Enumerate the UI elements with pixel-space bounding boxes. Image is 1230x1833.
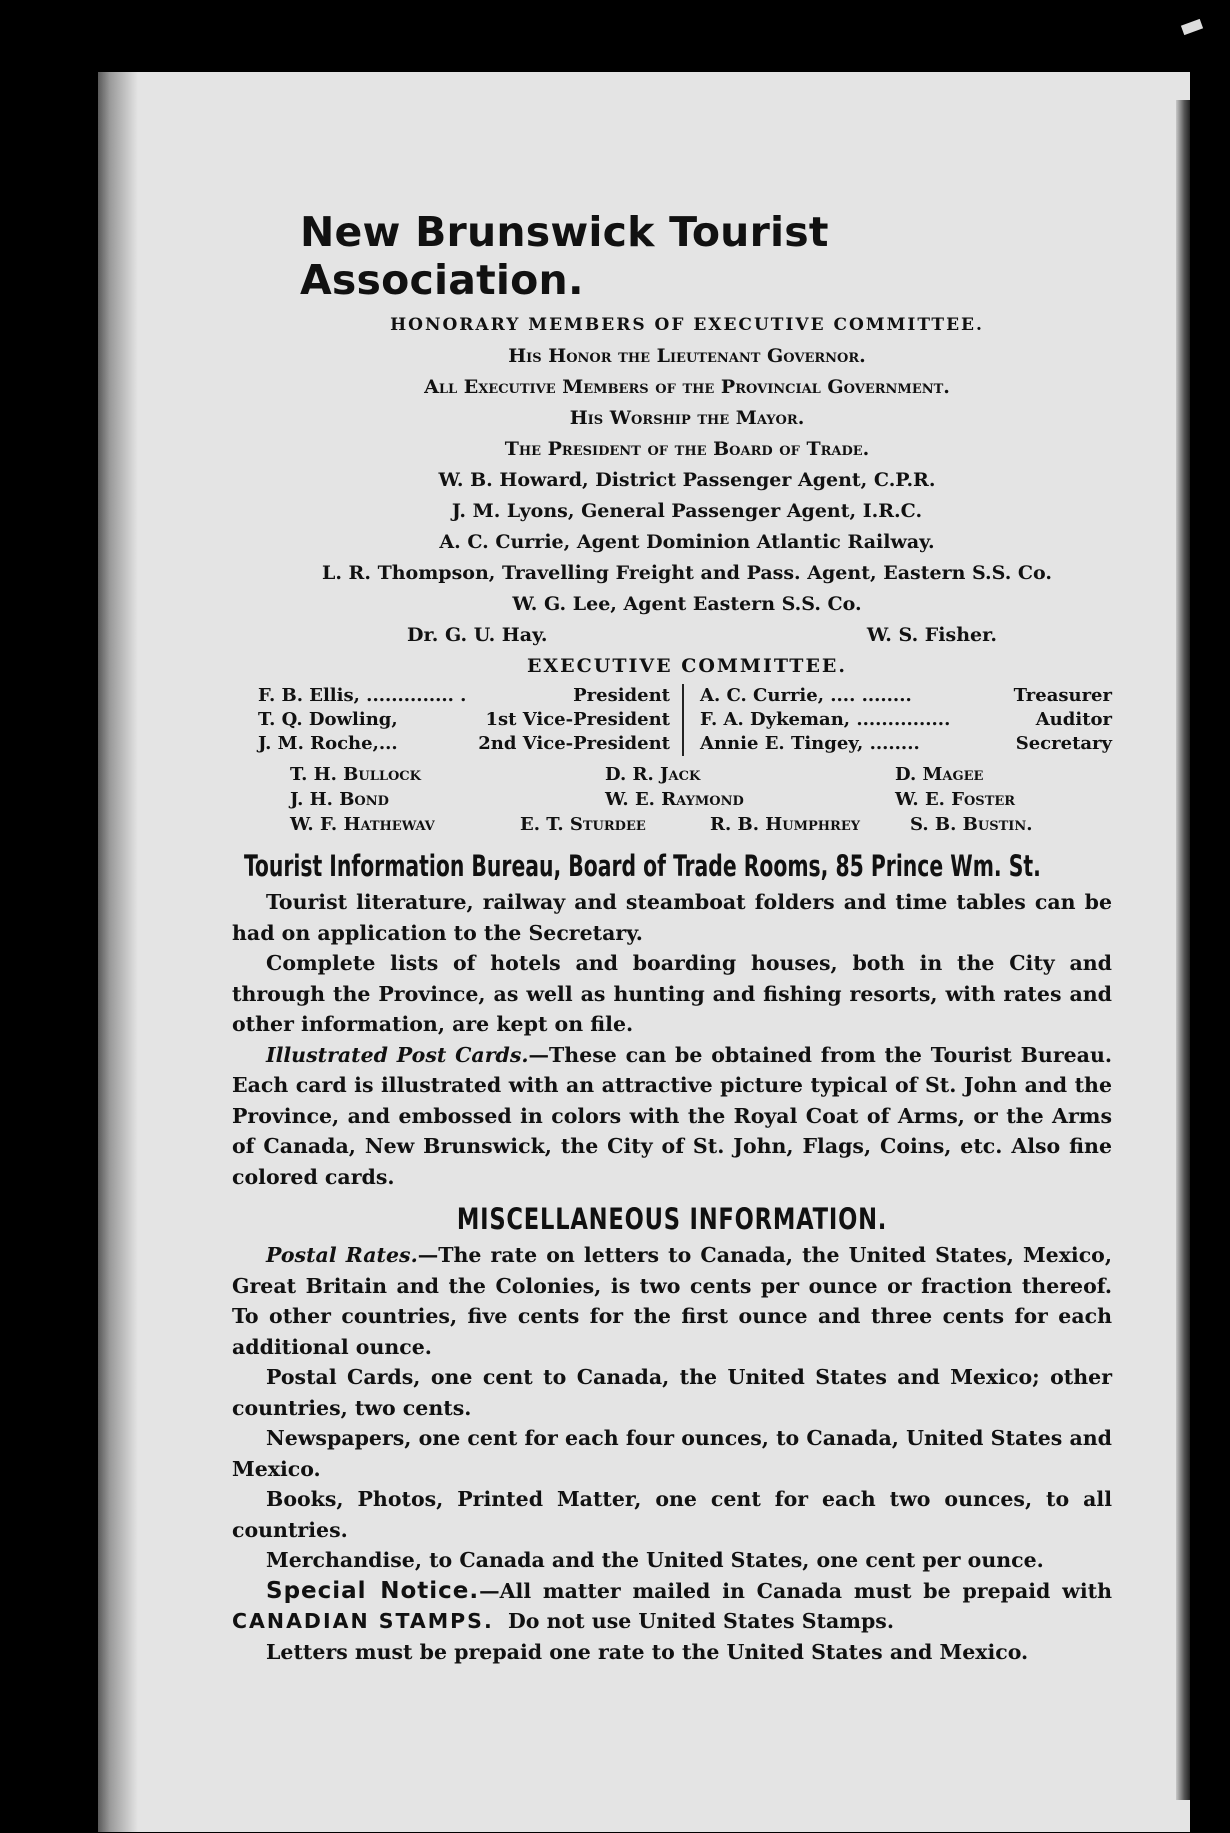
honorary-line: The President of the Board of Trade. — [504, 438, 870, 460]
member-name: W. E. Foster — [895, 789, 1016, 810]
officer-role: Treasurer — [1013, 685, 1112, 706]
honorary-pair — [262, 620, 1112, 651]
paragraph-text: Books, Photos, Printed Matter, one cent for each two ounces, to all countries. — [232, 1487, 1112, 1542]
paragraph-text: Newspapers, one cent for each four ounces, to Canada, United States and Mexico. — [232, 1426, 1112, 1481]
paragraph-text: Merchandise, to Canada and the United States, one cent per ounce. — [266, 1548, 1044, 1572]
paragraph-text: —The rate on letters to Canada, the United States, Mexico, Great Britain and the Colonies, is two cents per ounce or fraction thereof. To other countries, five cents for the first ounce and three cents for each additional ounce. — [232, 1243, 1112, 1359]
page-gutter — [98, 72, 138, 1832]
officer-role: 1st Vice-President — [485, 709, 670, 730]
honorary-pair-left: Dr. G. U. Hay. — [407, 624, 548, 646]
paragraph-text: —All matter mailed in Canada must be prepaid with — [479, 1578, 1112, 1603]
officers-left — [258, 684, 684, 756]
paragraph-lead: Illustrated Post Cards. — [266, 1042, 529, 1067]
bureau-heading: Tourist Information Bureau, Board of Trade Rooms, 85 Prince Wm. St. — [244, 849, 1041, 883]
honorary-heading: HONORARY MEMBERS OF EXECUTIVE COMMITTEE. — [390, 315, 984, 335]
honorary-pair-right: W. S. Fisher. — [866, 624, 997, 646]
officer-row — [700, 732, 1112, 756]
officer-dots: .............. . — [366, 685, 467, 706]
officer-role: President — [573, 685, 670, 706]
members-row — [262, 762, 1112, 787]
member-name: J. H. Bond — [290, 789, 389, 810]
officer-role: Secretary — [1015, 733, 1112, 754]
officer-name: F. A. Dykeman, — [700, 709, 851, 730]
misc-paragraph — [232, 1240, 1112, 1362]
officer-role: Auditor — [1035, 709, 1112, 730]
page-content — [232, 208, 1113, 1667]
corner-mark — [1181, 19, 1203, 35]
officer-row — [700, 708, 1112, 732]
honorary-line: His Worship the Mayor. — [569, 407, 805, 429]
officer-name: F. B. Ellis, — [258, 685, 360, 706]
honorary-line: A. C. Currie, Agent Dominion Atlantic Railway. — [439, 531, 935, 553]
member-name: T. H. Bullock — [290, 764, 421, 785]
misc-paragraph — [232, 1423, 1112, 1484]
members-row — [262, 812, 1112, 837]
paragraph-text: Tourist literature, railway and steamboat folders and time tables can be had on application to the Secretary. — [232, 890, 1112, 945]
officer-dots: .... ........ — [830, 685, 912, 706]
paragraph-text: Complete lists of hotels and boarding houses, both in the City and through the Province, as well as hunting and fishing resorts, with rates and other information, are kept on file. — [232, 951, 1112, 1036]
honorary-line: His Honor the Lieutenant Governor. — [508, 345, 866, 367]
member-name: S. B. Bustin. — [910, 814, 1033, 835]
member-name: W. F. Hathewav — [290, 814, 435, 835]
bureau-paragraph — [232, 948, 1112, 1040]
page-title: New Brunswick Tourist Association. — [300, 208, 829, 304]
member-name: D. Magee — [895, 764, 984, 785]
officer-row — [258, 708, 670, 732]
officer-name: J. M. Roche, — [258, 733, 379, 754]
officer-row — [700, 684, 1112, 708]
paragraph-text: Letters must be prepaid one rate to the United States and Mexico. — [266, 1639, 1029, 1664]
officer-name: Annie E. Tingey, — [700, 733, 864, 754]
honorary-line: J. M. Lyons, General Passenger Agent, I.R.C. — [451, 500, 923, 522]
honorary-line: W. B. Howard, District Passenger Agent, C.P.R. — [438, 469, 936, 491]
member-name: W. E. Raymond — [605, 789, 744, 810]
page-edge — [1176, 100, 1190, 1800]
honorary-line: All Executive Members of the Provincial Government. — [424, 376, 950, 398]
misc-heading: MISCELLANEOUS INFORMATION. — [456, 1202, 888, 1236]
member-name: E. T. Sturdee — [520, 814, 646, 835]
bureau-paragraph — [232, 887, 1112, 948]
bureau-paragraph — [232, 1040, 1112, 1193]
misc-paragraph — [232, 1637, 1112, 1668]
officers-table — [258, 684, 1112, 756]
officer-dots: ............... — [856, 709, 951, 730]
paragraph-text: Postal Cards, one cent to Canada, the United States and Mexico; other countries, two cents. — [232, 1365, 1112, 1420]
officer-name: T. Q. Dowling, — [258, 709, 398, 730]
misc-paragraph — [232, 1545, 1112, 1576]
committee-members — [262, 762, 1112, 837]
misc-paragraph — [232, 1362, 1112, 1423]
special-notice-lead: Special Notice. — [266, 1577, 480, 1604]
member-name: D. R. Jack — [605, 764, 701, 785]
officer-dots: ... — [378, 733, 398, 754]
officer-name: A. C. Currie, — [700, 685, 824, 706]
officer-dots: ........ — [869, 733, 920, 754]
misc-paragraph — [232, 1484, 1112, 1545]
paragraph-text: Do not use United States Stamps. — [508, 1609, 894, 1633]
officers-right — [684, 684, 1112, 756]
paragraph-text: —These can be obtained from the Tourist Bureau. Each card is illustrated with an attractive picture typical of St. John and the Province, and embossed in colors with the Royal Coat of Arms, or the Arms of Canada, New Brunswick, the City of St. John, Flags, Coins, etc. Also fine colored cards. — [232, 1042, 1113, 1189]
officer-row — [258, 684, 670, 708]
honorary-line: W. G. Lee, Agent Eastern S.S. Co. — [512, 593, 862, 615]
member-name: R. B. Humphrey — [710, 814, 861, 835]
special-notice — [232, 1576, 1112, 1637]
paragraph-lead: Postal Rates. — [266, 1243, 418, 1267]
officer-role: 2nd Vice-President — [478, 733, 670, 754]
members-row — [262, 787, 1112, 812]
executive-heading: EXECUTIVE COMMITTEE. — [526, 655, 848, 677]
honorary-line: L. R. Thompson, Travelling Freight and Pass. Agent, Eastern S.S. Co. — [321, 562, 1053, 584]
officer-row — [258, 732, 670, 756]
canadian-stamps-text: CANADIAN STAMPS. — [232, 1609, 494, 1633]
